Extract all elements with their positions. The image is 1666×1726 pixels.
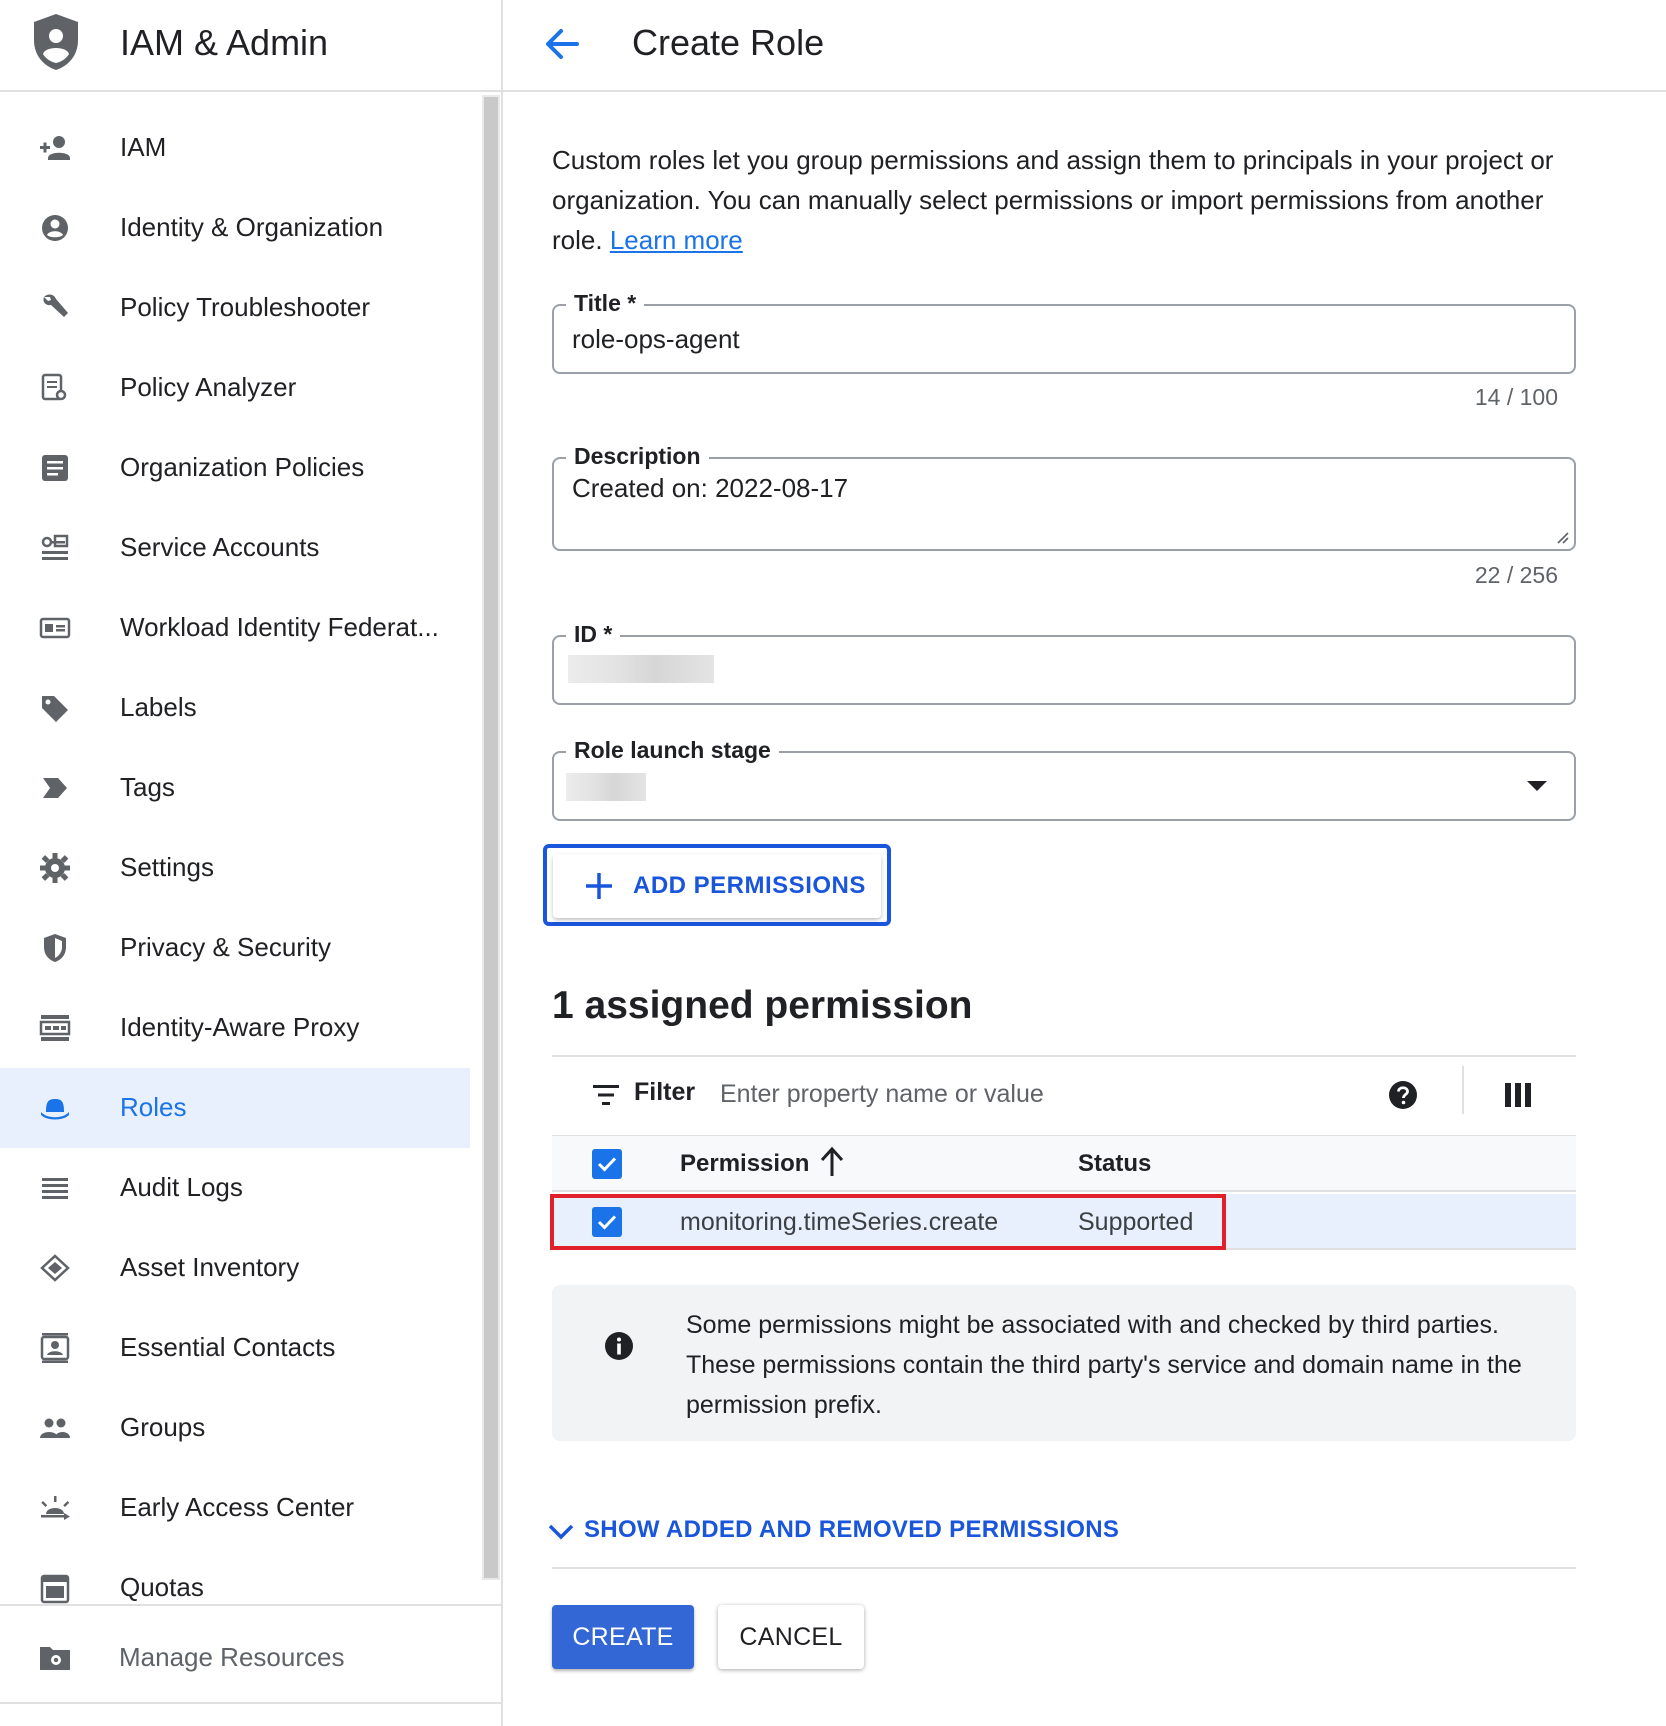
- sidebar-item-organization-policies[interactable]: [0, 428, 470, 508]
- info-text: Some permissions might be associated with and checked by third parties. These permissions contain the third party's service and domain name in the permission prefix.: [686, 1311, 1522, 1419]
- title-field[interactable]: [552, 290, 1576, 374]
- cancel-button[interactable]: CANCEL: [718, 1605, 864, 1669]
- label-tag-icon: [38, 692, 72, 724]
- sunrise-icon: [38, 1492, 72, 1524]
- add-permissions-focus-ring: [543, 844, 891, 926]
- description-field[interactable]: [552, 443, 1576, 551]
- sidebar-item-label: Tags: [120, 772, 175, 802]
- sidebar-item-manage-resources[interactable]: [0, 1604, 501, 1704]
- id-card-icon: [38, 612, 72, 644]
- sidebar-item-iam[interactable]: [0, 108, 470, 188]
- highlight-annotation-box: [550, 1194, 1226, 1250]
- sidebar-item-label: Policy Troubleshooter: [120, 292, 371, 322]
- page-header: [503, 0, 1666, 92]
- select-all-checkbox[interactable]: [592, 1149, 622, 1179]
- sidebar-item-label: Labels: [120, 692, 197, 722]
- sidebar-item-label: Settings: [120, 852, 214, 882]
- sidebar-item-labels[interactable]: [0, 668, 470, 748]
- iam-shield-logo-icon: [30, 12, 82, 72]
- back-arrow-icon[interactable]: [541, 24, 585, 64]
- sidebar-item-label: Quotas: [120, 1572, 204, 1602]
- resize-handle-icon[interactable]: [1554, 529, 1570, 545]
- sidebar-header: [0, 0, 501, 92]
- id-field-value-redacted: [568, 655, 714, 683]
- sidebar-item-groups[interactable]: [0, 1388, 470, 1468]
- roles-hat-icon: [38, 1092, 72, 1124]
- toolbar-separator: [1462, 1066, 1464, 1114]
- sidebar-item-label: Workload Identity Federat...: [120, 612, 439, 642]
- sidebar-item-label: Essential Contacts: [120, 1332, 336, 1362]
- title-field-value[interactable]: role-ops-agent: [572, 324, 740, 354]
- contact-card-icon: [38, 1332, 72, 1364]
- status-cell: Supported: [1078, 1208, 1194, 1236]
- show-added-removed-label: SHOW ADDED AND REMOVED PERMISSIONS: [584, 1516, 1120, 1543]
- sidebar-item-label: Groups: [120, 1412, 206, 1442]
- filter-bar: [552, 1056, 1576, 1136]
- sidebar-footer-label: Manage Resources: [119, 1642, 345, 1672]
- chevron-down-icon: [546, 1516, 576, 1546]
- sidebar-item-identity-aware-proxy[interactable]: [0, 988, 470, 1068]
- diamond-layers-icon: [38, 1252, 72, 1284]
- filter-label: Filter: [634, 1078, 696, 1106]
- sidebar-item-policy-troubleshooter[interactable]: [0, 268, 470, 348]
- role-launch-stage-select[interactable]: [552, 737, 1576, 821]
- assigned-permissions-heading: 1 assigned permission: [552, 984, 973, 1027]
- sidebar-item-label: IAM: [120, 132, 167, 162]
- sidebar-item-early-access-center[interactable]: [0, 1468, 470, 1548]
- filter-icon[interactable]: [592, 1082, 620, 1108]
- shield-icon: [38, 932, 72, 964]
- sidebar-item-label: Roles: [120, 1092, 187, 1122]
- launch-stage-value-redacted: [566, 773, 646, 801]
- plus-icon: [583, 870, 615, 902]
- intro-description: Custom roles let you group permissions and assign them to principals in your project or organization. You can manually select permissions or import permissions from another role.: [552, 145, 1554, 255]
- id-field-label: ID *: [566, 621, 620, 648]
- page-title: Create Role: [632, 22, 825, 63]
- sidebar-item-settings[interactable]: [0, 828, 470, 908]
- quota-calendar-icon: [38, 1572, 72, 1604]
- role-launch-stage-label: Role launch stage: [566, 737, 779, 764]
- sidebar-item-label: Identity & Organization: [120, 212, 384, 242]
- help-icon[interactable]: [1388, 1080, 1418, 1110]
- account-circle-icon: [38, 212, 72, 244]
- sidebar-item-workload-identity-federation[interactable]: [0, 588, 470, 668]
- policy-search-icon: [38, 372, 72, 404]
- divider: [552, 1567, 1576, 1569]
- folder-gear-icon: [38, 1642, 72, 1672]
- sidebar-item-service-accounts[interactable]: [0, 508, 470, 588]
- sidebar-title: IAM & Admin: [120, 22, 329, 63]
- sidebar-item-audit-logs[interactable]: [0, 1148, 470, 1228]
- description-field-value[interactable]: Created on: 2022-08-17: [572, 473, 849, 503]
- sidebar: [0, 0, 503, 1726]
- group-people-icon: [38, 1412, 72, 1444]
- sidebar-item-label: Early Access Center: [120, 1492, 355, 1522]
- column-header-status[interactable]: Status: [1078, 1150, 1152, 1177]
- id-field[interactable]: [552, 621, 1576, 705]
- add-permissions-button[interactable]: [553, 854, 881, 918]
- sidebar-item-tags[interactable]: [0, 748, 470, 828]
- sidebar-item-policy-analyzer[interactable]: [0, 348, 470, 428]
- sidebar-item-label: Organization Policies: [120, 452, 365, 482]
- tag-arrow-icon: [38, 772, 72, 804]
- list-lines-icon: [38, 1172, 72, 1204]
- filter-input[interactable]: [720, 1074, 1320, 1114]
- dropdown-arrow-icon[interactable]: [1526, 779, 1548, 793]
- sidebar-item-label: Service Accounts: [120, 532, 320, 562]
- add-permissions-label: ADD PERMISSIONS: [633, 872, 866, 899]
- person-add-icon: [38, 132, 72, 164]
- intro-text: [552, 140, 1572, 260]
- title-field-label: Title *: [566, 290, 644, 317]
- proxy-icon: [38, 1012, 72, 1044]
- wrench-icon: [38, 292, 72, 324]
- create-button[interactable]: CREATE: [552, 1605, 694, 1669]
- sidebar-item-label: Audit Logs: [120, 1172, 243, 1202]
- learn-more-link[interactable]: Learn more: [609, 225, 743, 255]
- document-list-icon: [38, 452, 72, 484]
- gear-icon: [38, 852, 72, 884]
- sidebar-item-identity-organization[interactable]: [0, 188, 470, 268]
- column-display-icon[interactable]: [1504, 1082, 1532, 1108]
- permission-cell: monitoring.timeSeries.create: [680, 1208, 999, 1236]
- table-header: [552, 1136, 1576, 1192]
- sidebar-item-label: Identity-Aware Proxy: [120, 1012, 360, 1042]
- sidebar-item-label: Privacy & Security: [120, 932, 331, 962]
- info-icon: [604, 1331, 634, 1361]
- sidebar-item-privacy-security[interactable]: [0, 908, 470, 988]
- description-char-counter: 22 / 256: [1474, 562, 1558, 588]
- third-party-info-notice: [552, 1285, 1576, 1441]
- column-header-permission[interactable]: Permission: [680, 1150, 810, 1177]
- sidebar-item-roles[interactable]: [0, 1068, 470, 1148]
- sidebar-item-essential-contacts[interactable]: [0, 1308, 470, 1388]
- description-field-label: Description: [566, 443, 709, 470]
- sidebar-item-label: Policy Analyzer: [120, 372, 297, 402]
- service-account-icon: [38, 532, 72, 564]
- sort-arrow-up-icon[interactable]: [818, 1146, 846, 1178]
- sidebar-item-label: Asset Inventory: [120, 1252, 300, 1282]
- sidebar-scrollbar[interactable]: [482, 95, 500, 1580]
- sidebar-item-asset-inventory[interactable]: [0, 1228, 470, 1308]
- title-char-counter: 14 / 100: [1474, 384, 1558, 410]
